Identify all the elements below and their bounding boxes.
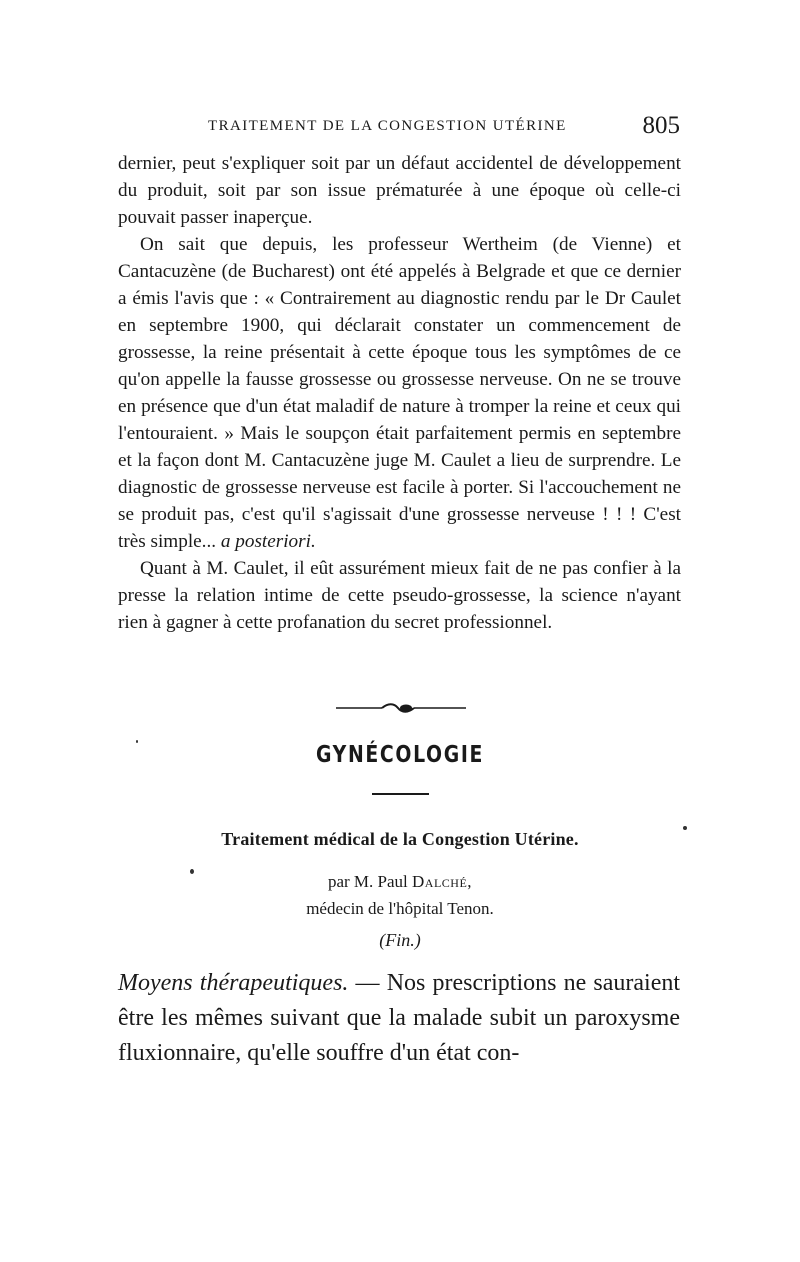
paragraph <box>118 966 680 1071</box>
ornament-divider-icon <box>336 700 466 716</box>
italic-phrase: a posteriori. <box>220 531 316 552</box>
print-speck <box>136 740 138 743</box>
author-prefix: par M. Paul <box>327 872 408 891</box>
article-title: Traitement médical de la Congestion Utérine. <box>221 829 579 849</box>
article-continuation: (Fin.) <box>379 930 421 950</box>
article-affiliation: médecin de l'hôpital Tenon. <box>306 899 494 918</box>
running-head <box>118 112 684 142</box>
paragraph <box>118 231 681 555</box>
paragraph: dernier, peut s'expliquer soit par un défaut accidentel de développement du produit, soit par son issue prématurée à une époque où celle-ci pouvait passer inaperçue. <box>118 153 681 228</box>
heading-rule <box>372 793 429 795</box>
paragraph: Quant à M. Caulet, il eût assurément mieux fait de ne pas confier à la presse la relation intime de cette pseudo-grossesse, la science n'ayant rien à gagner à cette profanation du secret professionnel. <box>118 558 681 633</box>
paragraph-text: — Nos prescriptions ne sauraient être les mêmes suivant que la malade subit un paroxysme fluxionnaire, qu'elle souffre d'un état con- <box>118 970 681 1066</box>
lead-heading: Moyens thérapeutiques. <box>118 970 349 996</box>
article-author <box>0 872 800 892</box>
page-number: 805 <box>642 112 680 139</box>
article-lead-text <box>118 966 680 1071</box>
author-surname: Dalché, <box>412 872 473 891</box>
paragraph-text: On sait que depuis, les professeur Wertheim (de Vienne) et Cantacuzène (de Bucharest) ont été appelés à Belgrade et que ce dernier a émis l'avis que : « Contrairement au diagnostic rendu par le Dr Caulet en septembre 1900, qui déclarait constater un commencement de grossesse, la reine présentait à cette époque tous les symptômes de ce qu'on appelle la fausse grossesse ou grossesse nerveuse. On ne se trouve en présence que d'un état maladif de nature à tromper la reine et ceux qui l'entouraient. » Mais le soupçon était parfaitement permis en septembre et la façon dont M. Cantacuzène juge M. Caulet a lieu de surprendre. Le diagnostic de grossesse nerveuse est facile à porter. Si l'accouchement ne se produit pas, c'est qu'il s'agissait d'une grossesse nerveuse ! ! ! C'est très simple... <box>118 234 681 552</box>
print-speck <box>190 869 194 874</box>
continued-text-block <box>118 150 681 636</box>
running-head-title: TRAITEMENT DE LA CONGESTION UTÉRINE <box>208 118 567 134</box>
section-heading: GYNÉCOLOGIE <box>315 742 485 768</box>
print-speck <box>683 826 687 830</box>
